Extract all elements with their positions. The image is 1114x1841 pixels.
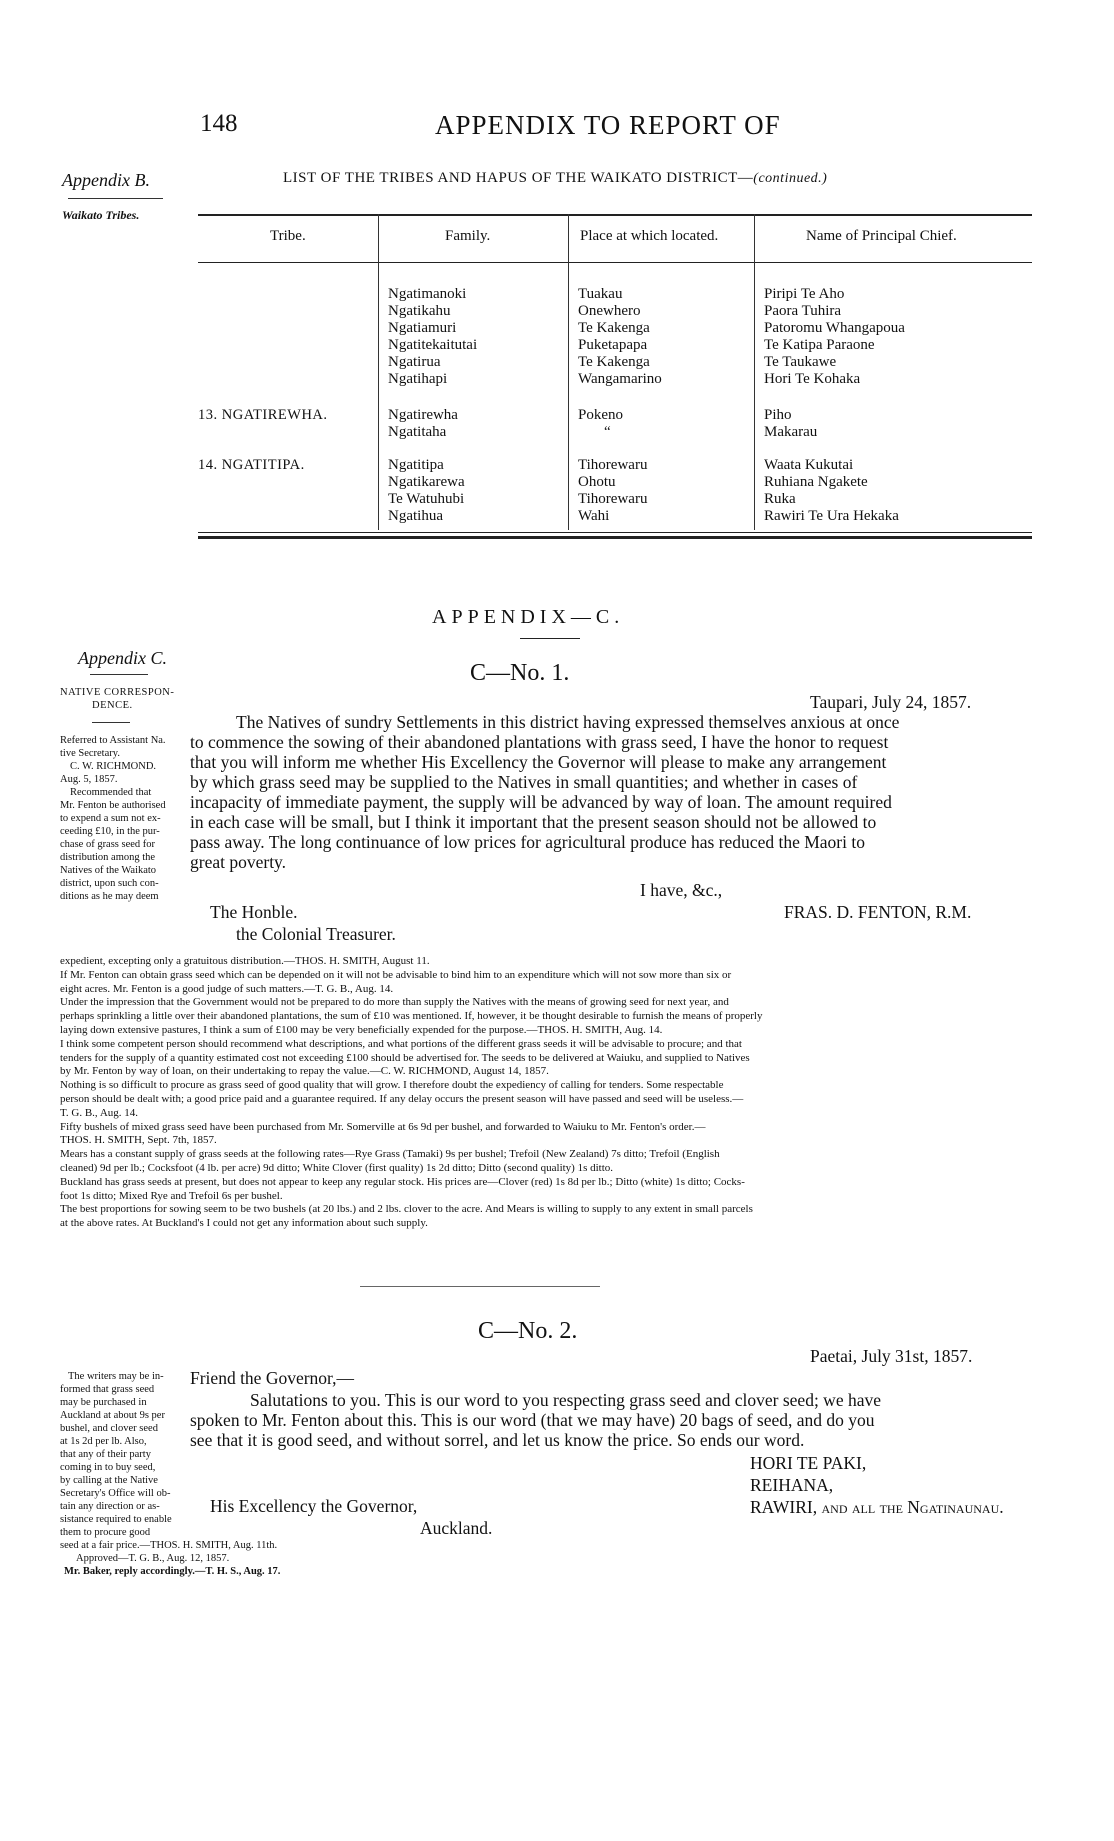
margin-line: them to procure good (60, 1527, 151, 1538)
margin-line: Secretary's Office will ob- (60, 1488, 171, 1499)
column-divider (754, 214, 755, 530)
margin-line: tain any direction or as- (60, 1501, 160, 1512)
note-line: I think some competent person should recommend what descriptions, and what portions of the different grass seeds it will be advisable to procure; and that (60, 1037, 742, 1050)
header-family: Family. (445, 228, 491, 244)
signatory: HORI TE PAKI, (750, 1453, 867, 1473)
header-place: Place at which located. (580, 228, 719, 244)
list-item: Ngatihapi (388, 371, 448, 387)
list-item: Puketapapa (578, 337, 648, 353)
c1-minutes (60, 955, 1032, 1231)
table-title (283, 170, 827, 187)
group2-places (578, 407, 623, 441)
list-item: Wangamarino (578, 371, 662, 387)
note-line: expedient, excepting only a gratuitous distribution.—THOS. H. SMITH, August 11. (60, 955, 430, 967)
margin-line: Mr. Baker, reply accordingly.—T. H. S., Aug. 17. (64, 1566, 281, 1577)
body-line: by which grass seed may be supplied to the Natives in small quantities; and whether in cases of (190, 772, 858, 792)
margin-line: tive Secretary. (60, 748, 120, 759)
margin-waikato-tribes: Waikato Tribes. (62, 208, 140, 222)
note-line: tenders for the supply of a quantity estimated cost not exceeding £100 should be advertised for. The seeds to be delivered at Waiuku, and supplied to Natives (60, 1051, 750, 1064)
list-item: Makarau (764, 424, 818, 440)
list-item: Tihorewaru (578, 491, 648, 507)
body-line: incapacity of immediate payment, the supply will be advanced by way of loan. The amount required (190, 792, 892, 812)
list-item: Ruhiana Ngakete (764, 474, 868, 490)
list-item: Ngatimanoki (388, 286, 467, 302)
margin-line: to expend a sum not ex- (60, 813, 161, 824)
c2-title: C—No. 2. (478, 1318, 578, 1344)
list-item: “ (604, 424, 611, 440)
section-divider (360, 1286, 600, 1287)
note-line: Under the impression that the Government would not be prepared to do more than supply the Natives with the means of growing seed for next year, and (60, 996, 729, 1009)
body-line: Salutations to you. This is our word to you respecting grass seed and clover seed; we have (250, 1390, 881, 1410)
group3-chiefs (764, 457, 899, 525)
body-line: that you will inform me whether His Excellency the Governor will please to make any arrangement (190, 752, 887, 772)
signatory: REIHANA, (750, 1475, 834, 1495)
table-bottom-rule (198, 532, 1032, 533)
list-item: Ngatirua (388, 354, 441, 370)
margin-referred (60, 734, 166, 786)
list-item: Pokeno (578, 407, 623, 423)
tribes-table (198, 214, 1032, 550)
c2-addressee-1: His Excellency the Governor, (210, 1496, 418, 1516)
table-bottom-rule-thick (198, 536, 1032, 539)
note-line: person should be dealt with; a good price paid and a guarantee required. If any delay occurs the present season will have passed and seed will be useless.— (60, 1092, 744, 1105)
margin-writers (60, 1370, 278, 1552)
tribe-ngatitipa: 14. NGATITIPA. (198, 457, 305, 473)
list-item: Ngatirewha (388, 407, 458, 423)
c1-signature: FRAS. D. FENTON, R.M. (784, 902, 972, 922)
c1-addressee-1: The Honble. (210, 902, 298, 922)
page-number: 148 (200, 110, 238, 137)
list-item: Te Taukawe (764, 354, 837, 370)
note-line: foot 1s ditto; Mixed Rye and Trefoil 6s per bushel. (60, 1189, 283, 1202)
group2-chiefs (764, 407, 817, 441)
list-item: Piho (764, 407, 792, 423)
margin-line: district, upon such con- (60, 878, 159, 889)
margin-line: distribution among the (60, 852, 156, 863)
list-item: Te Katipa Paraone (764, 337, 875, 353)
margin-native-correspondence (60, 686, 174, 712)
group1-places (578, 286, 662, 388)
table-title-text: LIST OF THE TRIBES AND HAPUS OF THE WAIKATO DISTRICT— (283, 170, 754, 186)
note-line: Nothing is so difficult to procure as grass seed of good quality that will grow. I therefore doubt the expediency of calling for tenders. Some respectable (60, 1079, 724, 1092)
body-line: pass away. The long continuance of low prices for agricultural produce has reduced the Maori to (190, 832, 865, 852)
list-item: Patoromu Whangapoua (764, 320, 905, 336)
list-item: Ngatitaha (388, 424, 447, 440)
list-item: Ngatikahu (388, 303, 451, 319)
group3-places (578, 457, 647, 525)
note-line: Mears has a constant supply of grass seeds at the following rates—Rye Grass (Tamaki) 9s per bushel; Trefoil (New Zealand) 7s ditto; Trefoil (English (60, 1148, 720, 1161)
margin-line: Natives of the Waikato (60, 865, 157, 876)
list-item: Ruka (764, 491, 796, 507)
margin-rule (68, 198, 163, 199)
margin-line: Referred to Assistant Na. (60, 735, 166, 746)
group1-chiefs (764, 286, 905, 388)
list-item: Ngatihua (388, 508, 443, 524)
list-item: Tuakau (578, 286, 623, 302)
margin-line: at 1s 2d per lb. Also, (60, 1436, 147, 1447)
list-item: Rawiri Te Ura Hekaka (764, 508, 899, 524)
margin-line: that any of their party (60, 1449, 151, 1460)
margin-line: chase of grass seed for (60, 839, 156, 850)
note-line: perhaps sprinkling a little over their abandoned plantations, the sum of £10 was mentioned. If, however, it be thought desirable to furnish the means of properly (60, 1010, 763, 1023)
note-line: Buckland has grass seeds at present, but does not appear to keep any regular stock. His prices are—Clover (red) 1s 8d per lb.; Ditto (white) 1s ditto; Cocks- (60, 1175, 745, 1188)
list-item: Te Kakenga (578, 320, 650, 336)
note-line: laying down extensive pastures, I think a sum of £100 may be very beneficially expended for the purpose.—THOS. H. SMITH, Aug. 14. (60, 1023, 663, 1036)
list-item: Ngatiamuri (388, 320, 457, 336)
margin-line: C. W. RICHMOND. (70, 761, 157, 772)
margin-line: DENCE. (92, 700, 133, 711)
body-line: The Natives of sundry Settlements in this district having expressed themselves anxious at once (236, 712, 900, 732)
margin-line: ditions as he may deem (60, 891, 159, 902)
signatory: RAWIRI, and all the Ngatinaunau. (750, 1497, 1004, 1517)
margin-line: bushel, and clover seed (60, 1423, 158, 1434)
note-line: The best proportions for sowing seem to be two bushels (at 20 lbs.) and 2 lbs. clover to the acre. And Mears is willing to supply to any extent in small parcels (60, 1203, 753, 1216)
c2-dateline: Paetai, July 31st, 1857. (810, 1346, 973, 1366)
tribe-ngatirewha: 13. NGATIREWHA. (198, 407, 328, 423)
margin-line: Recommended that (70, 787, 152, 798)
c2-body (190, 1390, 1032, 1450)
margin-appendix-b: Appendix B. (62, 170, 150, 190)
margin-line: Aug. 5, 1857. (60, 774, 118, 785)
group3-families (388, 457, 465, 525)
note-line: by Mr. Fenton by way of loan, on their undertaking to repay the value.—C. W. RICHMOND, August 14, 1857. (60, 1065, 549, 1078)
appendix-c-heading: APPENDIX—C. (432, 606, 625, 628)
margin-appendix-c: Appendix C. (78, 648, 167, 668)
margin-rule (90, 674, 148, 675)
body-line: in each case will be small, but I think it important that the present season should not be allowed to (190, 812, 877, 832)
margin-writers-tail (60, 1552, 280, 1578)
margin-line: Mr. Fenton be authorised (60, 800, 166, 811)
margin-rule (92, 722, 130, 723)
note-line: cleaned) 9d per lb.; Cocksfoot (4 lb. per acre) 9d ditto; White Clover (first quality) 1s 2d ditto; Ditto (second quality) 1s ditto. (60, 1161, 614, 1174)
column-divider (568, 214, 569, 530)
group1-families (388, 286, 477, 388)
margin-line: Auckland at about 9s per (60, 1410, 165, 1421)
list-item: Te Kakenga (578, 354, 650, 370)
list-item: Tihorewaru (578, 457, 648, 473)
margin-line: Approved—T. G. B., Aug. 12, 1857. (76, 1553, 230, 1564)
list-item: Paora Tuhira (764, 303, 842, 319)
body-line: great poverty. (190, 852, 287, 872)
c1-dateline: Taupari, July 24, 1857. (810, 692, 972, 712)
margin-line: NATIVE CORRESPON- (60, 687, 175, 698)
note-line: T. G. B., Aug. 14. (60, 1106, 139, 1119)
note-line: Fifty bushels of mixed grass seed have been purchased from Mr. Somerville at 6s 9d per bushel, and forwarded to Waiuku to Mr. Fenton's order.— (60, 1120, 706, 1133)
margin-line: The writers may be in- (68, 1371, 164, 1382)
table-top-rule (198, 214, 1032, 216)
group2-families (388, 407, 458, 441)
table-title-suffix: (continued.) (753, 171, 828, 186)
margin-line: seed at a fair price.—THOS. H. SMITH, Aug. 11th. (60, 1540, 278, 1551)
c2-signatories (750, 1452, 1004, 1518)
c2-addressee-2: Auckland. (420, 1518, 493, 1538)
heading-rule (520, 638, 580, 639)
list-item: Ngatikarewa (388, 474, 465, 490)
margin-line: formed that grass seed (60, 1384, 155, 1395)
margin-line: may be purchased in (60, 1397, 147, 1408)
list-item: Piripi Te Aho (764, 286, 845, 302)
list-item: Hori Te Kohaka (764, 371, 861, 387)
list-item: Te Watuhubi (388, 491, 465, 507)
note-line: at the above rates. At Buckland's I could not get any information about such supply. (60, 1217, 428, 1230)
list-item: Ngatitekaitutai (388, 337, 478, 353)
margin-line: sistance required to enable (60, 1514, 172, 1525)
list-item: Onewhero (578, 303, 641, 319)
c1-closing: I have, &c., (640, 880, 723, 900)
margin-line: coming in to buy seed, (60, 1462, 156, 1473)
c1-addressee-2: the Colonial Treasurer. (236, 924, 396, 944)
body-line: spoken to Mr. Fenton about this. This is our word (that we may have) 20 bags of seed, and do you (190, 1410, 875, 1430)
c2-salutation: Friend the Governor,— (190, 1368, 355, 1388)
header-tribe: Tribe. (270, 228, 306, 244)
list-item: Ngatitipa (388, 457, 444, 473)
list-item: Waata Kukutai (764, 457, 854, 473)
margin-line: ceeding £10, in the pur- (60, 826, 160, 837)
c1-body (190, 712, 1032, 872)
column-divider (378, 214, 379, 530)
note-line: THOS. H. SMITH, Sept. 7th, 1857. (60, 1134, 217, 1147)
note-line: eight acres. Mr. Fenton is a good judge of such matters.—T. G. B., Aug. 14. (60, 982, 394, 995)
note-line: If Mr. Fenton can obtain grass seed which can be depended on it will not be advisable to bind him to an expenditure which will not sow more than six or (60, 968, 732, 981)
running-title: APPENDIX TO REPORT OF (435, 110, 781, 140)
body-line: see that it is good seed, and without sorrel, and let us know the price. So ends our word. (190, 1430, 805, 1450)
c1-title: C—No. 1. (470, 660, 570, 686)
list-item: Ohotu (578, 474, 616, 490)
margin-line: by calling at the Native (60, 1475, 158, 1486)
margin-recommended (60, 786, 166, 903)
header-chief: Name of Principal Chief. (806, 228, 957, 244)
body-line: to commence the sowing of their abandoned plantations with grass seed, I have the honor to request (190, 732, 889, 752)
list-item: Wahi (578, 508, 610, 524)
table-header-rule (198, 262, 1032, 263)
